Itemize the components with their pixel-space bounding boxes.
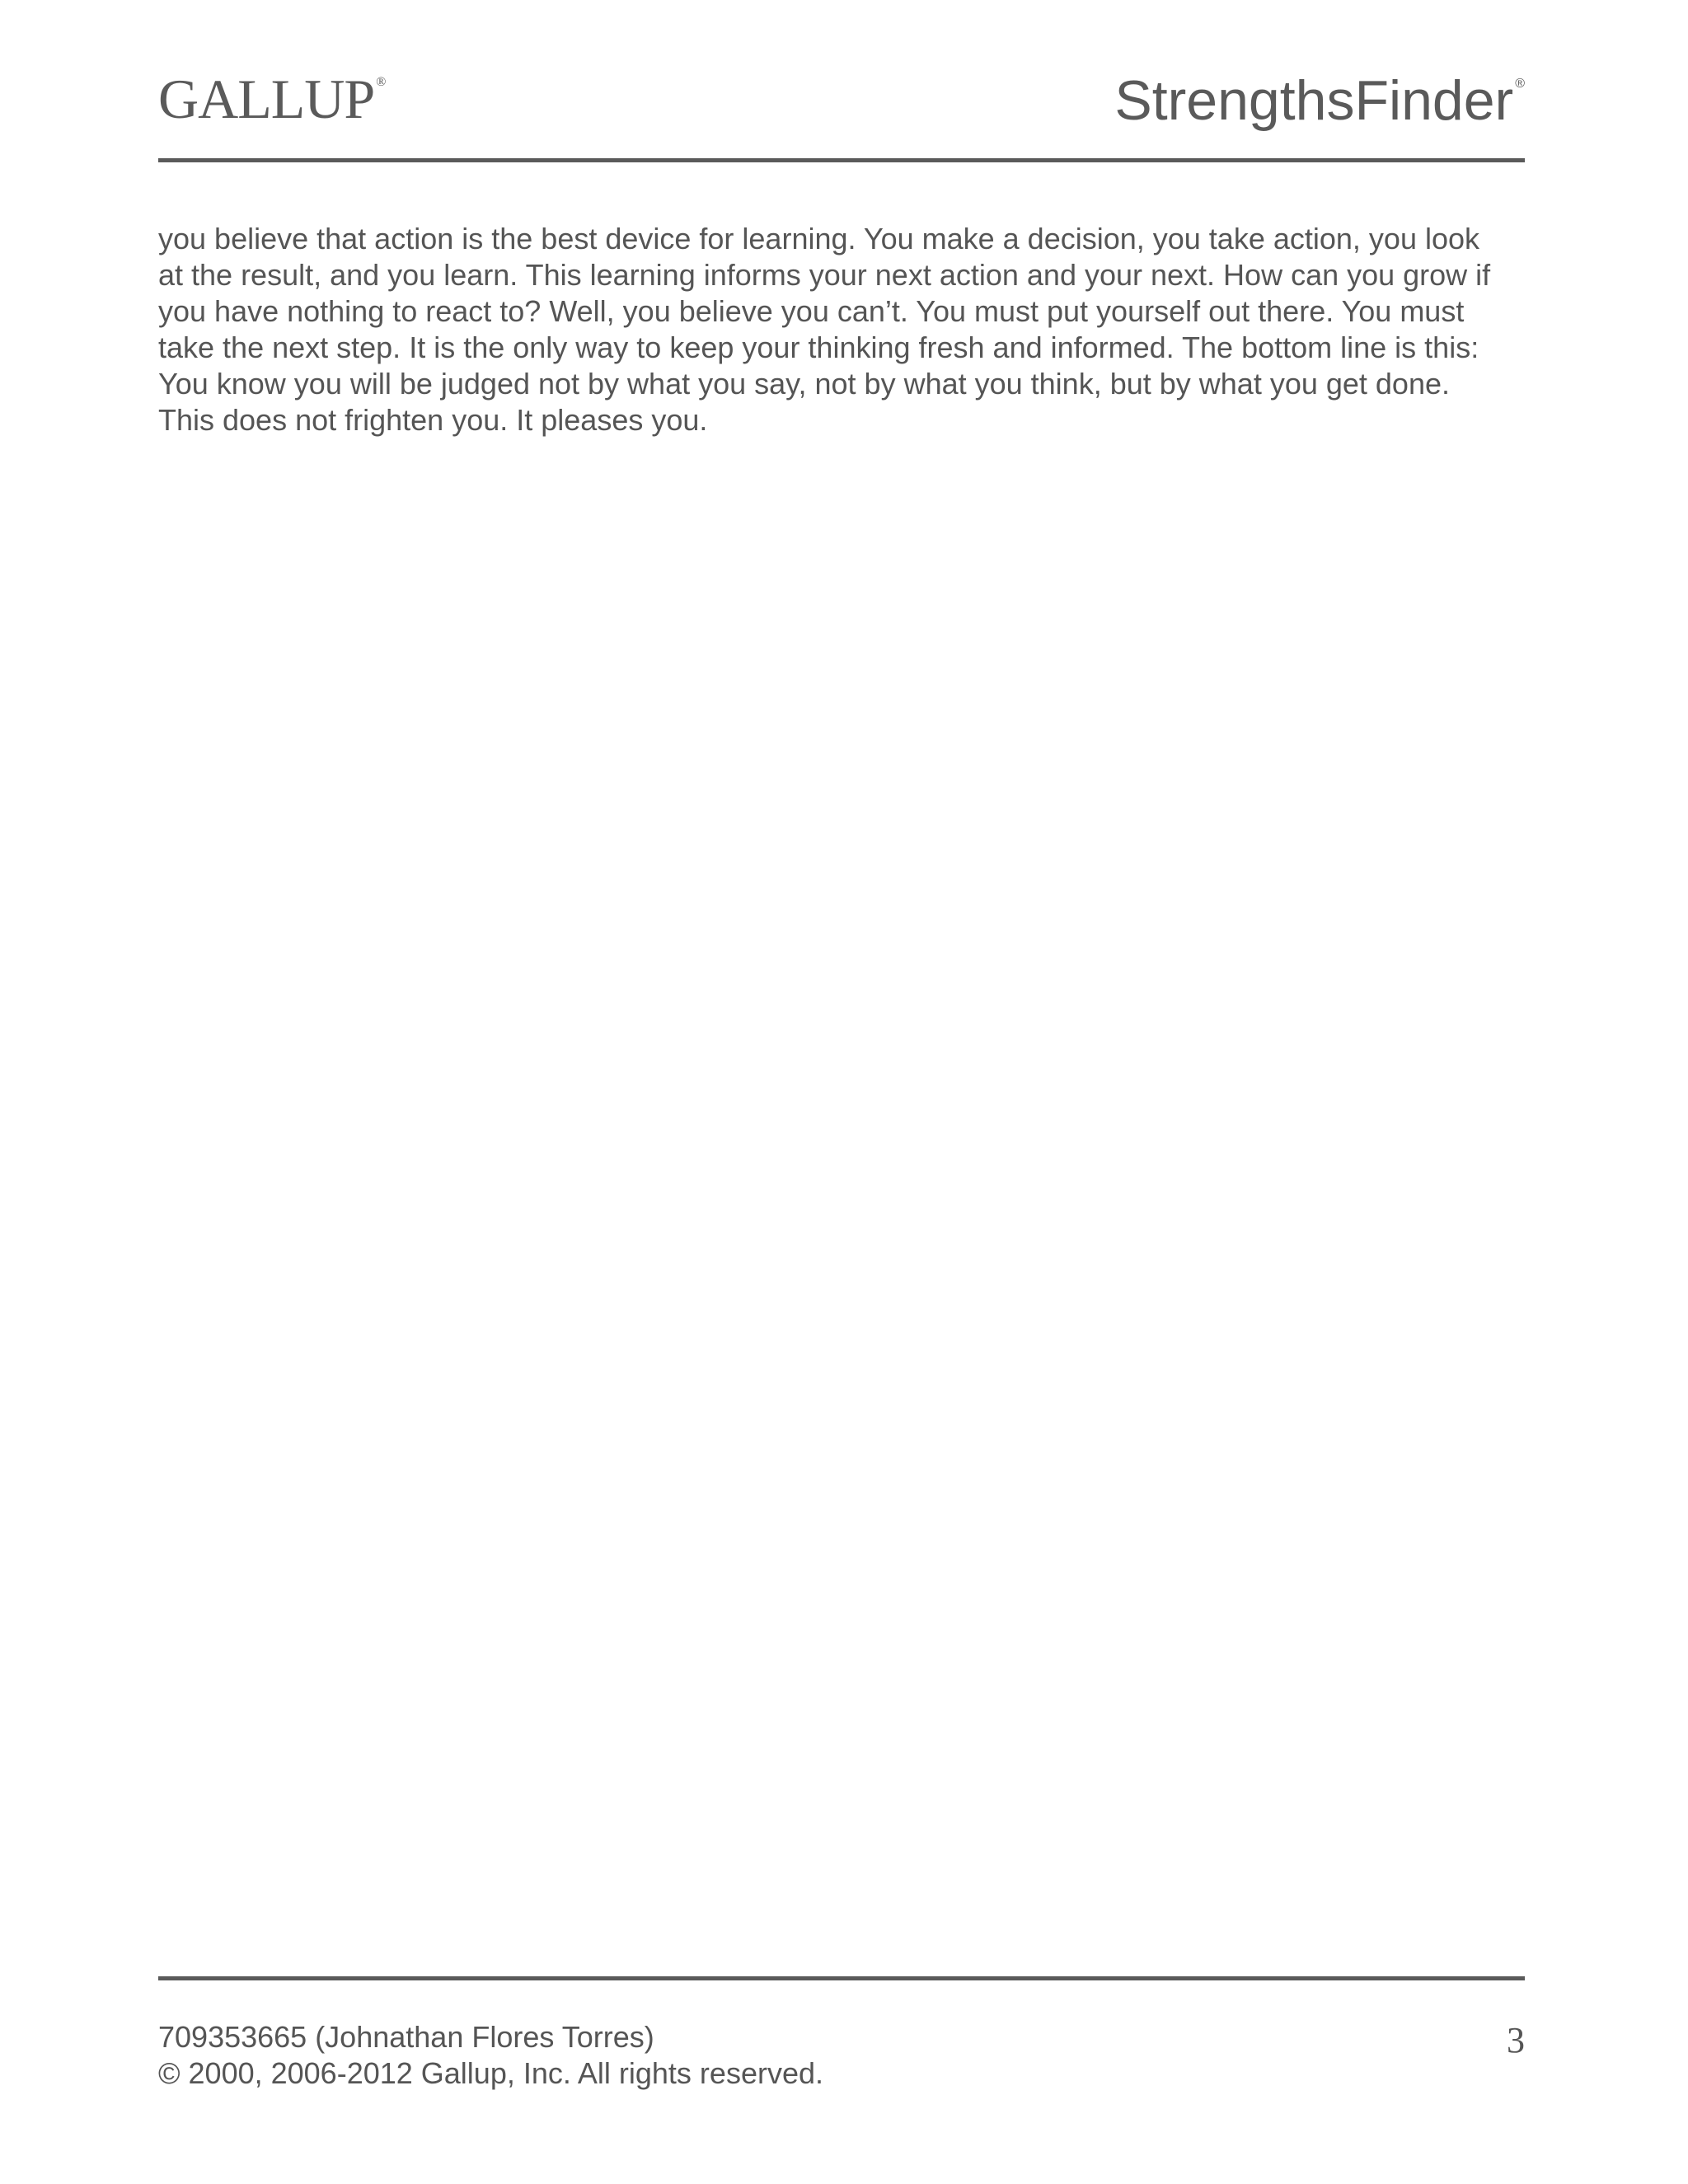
strengthsfinder-title-text: StrengthsFinder xyxy=(1114,69,1514,132)
footer-copyright: © 2000, 2006-2012 Gallup, Inc. All rights reserved. xyxy=(158,2056,823,2090)
body-paragraph xyxy=(158,221,1543,438)
page-header xyxy=(158,68,1525,162)
body-line: You know you will be judged not by what you say, not by what you think, but by what you get done. xyxy=(158,367,1451,401)
strengthsfinder-title xyxy=(1114,69,1525,132)
page-number: 3 xyxy=(1507,2020,1525,2060)
page-footer xyxy=(158,2019,1525,2102)
body-line: you have nothing to react to? Well, you believe you can’t. You must put yourself out there. You must xyxy=(158,294,1465,328)
body-line: you believe that action is the best device for learning. You make a decision, you take action, you look xyxy=(158,222,1480,255)
body-line: at the result, and you learn. This learning informs your next action and your next. How can you grow if xyxy=(158,258,1491,292)
gallup-logo-text: GALLUP xyxy=(158,68,375,130)
strengthsfinder-registered-mark: ® xyxy=(1515,77,1525,91)
gallup-logo xyxy=(158,68,386,130)
footer-user-id: 709353665 (Johnathan Flores Torres) xyxy=(158,2020,654,2054)
footer-divider xyxy=(158,1976,1525,1980)
header-divider xyxy=(158,158,1525,162)
body-line: take the next step. It is the only way to keep your thinking fresh and informed. The bottom line is this: xyxy=(158,330,1479,364)
gallup-registered-mark: ® xyxy=(376,75,386,89)
body-line: This does not frighten you. It pleases you. xyxy=(158,403,708,437)
